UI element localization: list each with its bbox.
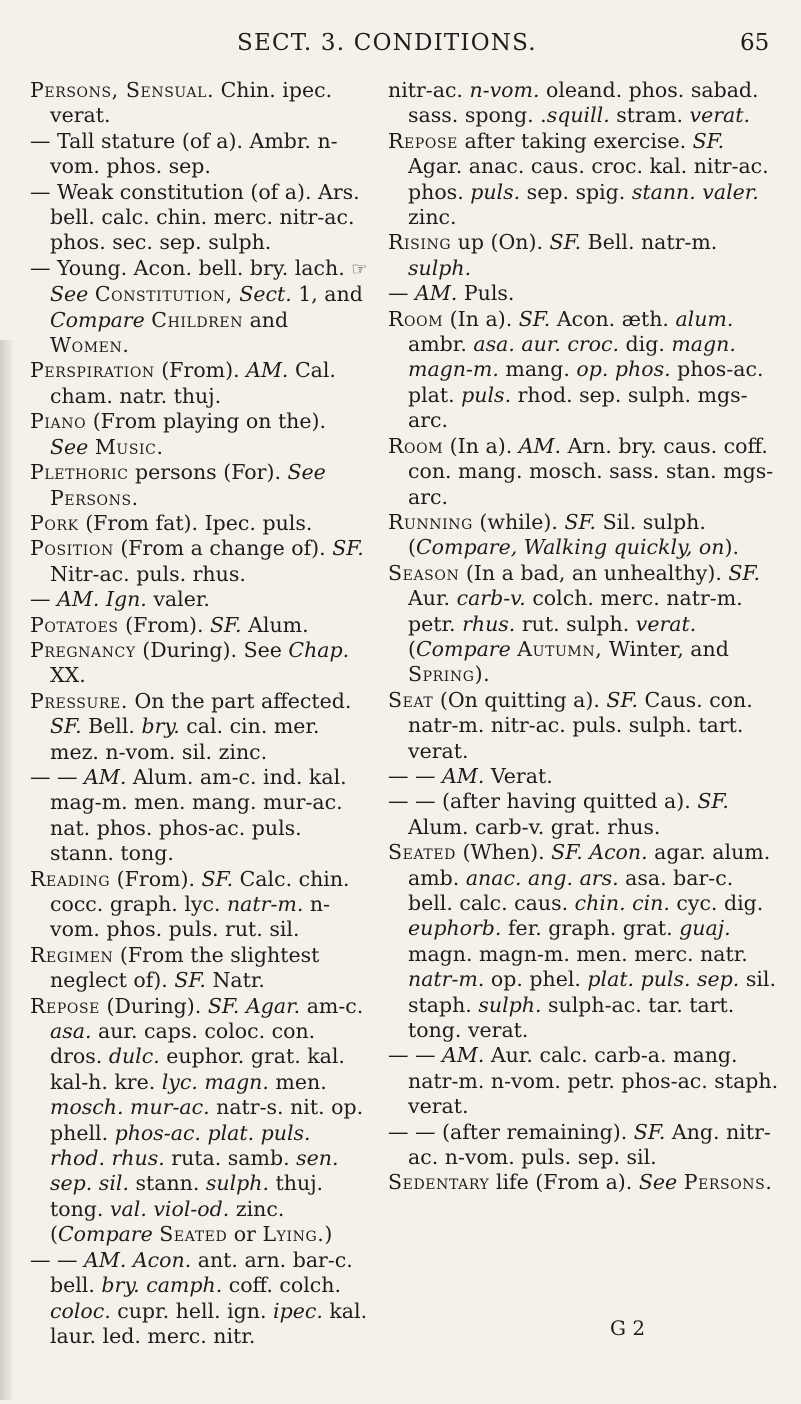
entry-text: plat. puls. sep. bbox=[587, 967, 740, 992]
index-entry bbox=[388, 307, 780, 434]
index-entry bbox=[388, 840, 780, 1043]
entry-text: ant. arn. bar-c. bell. bbox=[50, 1247, 353, 1298]
entry-text: op. phel. bbox=[484, 967, 588, 992]
entry-text: Acon. æth. bbox=[550, 306, 676, 331]
entry-text: Bell. bbox=[81, 714, 142, 739]
entry-text: SF. bbox=[50, 714, 82, 739]
right-column bbox=[388, 78, 780, 1196]
entry-text: rhus. bbox=[462, 611, 516, 636]
entry-text: Pork bbox=[30, 510, 79, 535]
index-entry bbox=[30, 180, 370, 256]
entry-text: AM. bbox=[442, 763, 485, 788]
entry-text: (From). bbox=[118, 612, 210, 637]
entry-text: Ang. nitr-ac. n-vom. puls. sep. sil. bbox=[408, 1119, 771, 1170]
entry-text: Piano bbox=[30, 409, 87, 434]
entry-text: anac. ang. ars. bbox=[465, 865, 619, 890]
entry-text: Seated bbox=[388, 840, 456, 865]
index-entry bbox=[30, 613, 370, 638]
entry-text: Seat bbox=[388, 687, 434, 712]
entry-text: Reading bbox=[30, 866, 111, 891]
entry-text: (In a). bbox=[443, 433, 519, 458]
entry-text: euphor. grat. kal. kal-h. kre. bbox=[50, 1044, 345, 1094]
entry-text: Calc. chin. cocc. graph. lyc. bbox=[50, 866, 350, 916]
left-column bbox=[30, 78, 370, 1349]
entry-text: lyc. magn. bbox=[161, 1069, 269, 1094]
entry-text: persons (For). bbox=[128, 460, 288, 485]
entry-text: asa. bbox=[50, 1019, 92, 1044]
entry-text: Regimen bbox=[30, 942, 114, 967]
entry-text: Sedentary bbox=[388, 1170, 490, 1195]
entry-text: Seated bbox=[159, 1222, 228, 1247]
entry-text: — — bbox=[30, 764, 85, 789]
index-entry bbox=[388, 1170, 780, 1195]
index-entry bbox=[30, 78, 370, 129]
entry-text: (During). bbox=[99, 993, 208, 1018]
entry-text: ruta. samb. bbox=[164, 1146, 297, 1171]
entry-text: — — (after having quitted a). bbox=[388, 789, 698, 814]
index-entry bbox=[388, 1043, 780, 1119]
entry-text: See bbox=[638, 1170, 678, 1195]
entry-text: (From). bbox=[110, 866, 202, 891]
entry-text: (From fat). Ipec. puls. bbox=[78, 510, 313, 535]
pointing-hand-icon: ☞ bbox=[351, 258, 368, 280]
entry-text: Room bbox=[388, 433, 444, 458]
entry-text: Arn. bry. caus. coff. con. mang. mosch. sass. stan. mgs-arc. bbox=[408, 433, 774, 509]
entry-text: (From a change of). bbox=[113, 536, 333, 561]
entry-text: SF. bbox=[332, 536, 364, 561]
entry-text: (On quitting a). bbox=[433, 687, 607, 712]
entry-text: Puls. bbox=[457, 281, 515, 306]
entry-text: SF. bbox=[606, 687, 639, 712]
entry-text: SF. Agar. bbox=[207, 993, 301, 1018]
entry-text: Children bbox=[151, 307, 244, 332]
entry-text: (From). bbox=[154, 358, 247, 383]
entry-text: Compare bbox=[416, 636, 511, 661]
entry-text: Repose bbox=[30, 993, 100, 1018]
page-edge-shadow bbox=[0, 340, 14, 1400]
index-entry bbox=[388, 230, 780, 281]
entry-text: sulph. bbox=[478, 992, 542, 1017]
index-entry bbox=[30, 358, 370, 409]
section-title: SECT. 3. CONDITIONS. bbox=[237, 30, 537, 56]
entry-text: ambr. bbox=[408, 332, 474, 357]
entry-text: (while). bbox=[472, 509, 565, 534]
entry-text: XX. bbox=[50, 663, 86, 688]
entry-text: stram. bbox=[609, 103, 690, 128]
entry-text: guaj. bbox=[679, 916, 731, 941]
entry-text: Natr. bbox=[205, 968, 265, 993]
entry-text: — — bbox=[30, 1247, 85, 1272]
entry-text: after taking exercise. bbox=[457, 128, 693, 153]
index-entry bbox=[30, 994, 370, 1248]
entry-text: On the part affected. bbox=[127, 688, 352, 713]
entry-text: chin. cin. bbox=[574, 891, 670, 915]
index-entry bbox=[388, 789, 780, 840]
entry-text: Compare bbox=[58, 1222, 153, 1247]
entry-text: (From playing on the). bbox=[86, 409, 327, 434]
entry-text: verat. bbox=[689, 103, 751, 128]
entry-text: Repose bbox=[388, 128, 458, 153]
entry-text: — — bbox=[388, 763, 443, 788]
entry-text: (During). See bbox=[135, 637, 289, 662]
entry-text: val. viol-od. bbox=[109, 1196, 230, 1221]
entry-text: SF. bbox=[564, 509, 597, 534]
entry-text: AM. bbox=[84, 764, 127, 789]
entry-text: SF. bbox=[692, 128, 725, 153]
entry-text: Chin. ipec. verat. bbox=[50, 78, 333, 128]
index-entry bbox=[388, 688, 780, 764]
running-header bbox=[0, 30, 801, 64]
entry-text: mang. bbox=[498, 357, 577, 382]
entry-text: Aur. calc. carb-a. mang. natr-m. n-vom. petr. phos-ac. staph. verat. bbox=[408, 1043, 779, 1119]
entry-text: SF. bbox=[209, 612, 242, 637]
entry-text: Chap. bbox=[288, 637, 350, 662]
index-entry bbox=[30, 1248, 370, 1350]
index-entry bbox=[30, 943, 370, 994]
entry-text: ipec. bbox=[273, 1298, 323, 1323]
entry-text: Pregnancy bbox=[30, 637, 136, 662]
entry-text: Sil. sulph. ( bbox=[408, 509, 706, 560]
entry-text: SF. bbox=[697, 789, 729, 814]
entry-text: Cal. cham. natr. thuj. bbox=[50, 358, 336, 408]
entry-text: natr-m. bbox=[408, 967, 485, 992]
entry-text: kal. laur. led. merc. nitr. bbox=[50, 1298, 368, 1348]
entry-text: Perspiration bbox=[30, 358, 155, 383]
entry-text: AM. Ign. bbox=[57, 587, 147, 612]
entry-text: Pressure. bbox=[30, 688, 128, 713]
entry-text: coff. colch. bbox=[222, 1273, 342, 1298]
index-entry bbox=[30, 409, 370, 460]
entry-text: Position bbox=[30, 536, 114, 561]
index-entry bbox=[388, 78, 780, 129]
entry-text: AM. bbox=[442, 1043, 485, 1068]
entry-text: puls. bbox=[461, 382, 512, 407]
index-entry bbox=[30, 129, 370, 180]
entry-text: SF. bbox=[633, 1119, 666, 1144]
entry-text: thuj. tong. bbox=[50, 1171, 324, 1221]
index-entry bbox=[30, 867, 370, 943]
entry-text: sep. spig. bbox=[520, 179, 632, 204]
entry-text: euphorb. bbox=[408, 916, 502, 941]
entry-text: AM. bbox=[246, 358, 289, 383]
index-entry bbox=[388, 281, 780, 306]
entry-text: Alum. bbox=[241, 612, 309, 637]
entry-text: natr-m. bbox=[226, 892, 304, 916]
entry-text: am-c. bbox=[300, 993, 364, 1018]
entry-text: SF. bbox=[728, 560, 760, 585]
entry-text: magn. magn-m. men. merc. natr. bbox=[408, 941, 748, 966]
entry-text: Alum. am-c. ind. kal. mag-m. men. mang. mur-ac. nat. phos. phos-ac. puls. stann. tong. bbox=[50, 764, 347, 866]
entry-text: Constitution, bbox=[94, 282, 233, 307]
entry-text: sulph. bbox=[205, 1171, 270, 1196]
entry-text: squill. bbox=[546, 103, 610, 128]
entry-text: colch. merc. natr-m. petr. bbox=[408, 586, 743, 636]
page-number: 65 bbox=[740, 30, 770, 56]
entry-text: and bbox=[243, 307, 289, 332]
signature-mark: G 2 bbox=[610, 1316, 646, 1340]
entry-text: nitr-ac. bbox=[388, 78, 470, 102]
entry-text: op. phos. bbox=[576, 357, 671, 382]
entry-text: Persons. bbox=[50, 485, 139, 510]
entry-text: Sect. bbox=[239, 282, 292, 307]
entry-text: — — (after remaining). bbox=[388, 1119, 634, 1144]
entry-text: SF. bbox=[201, 866, 234, 891]
entry-text: Persons. bbox=[683, 1170, 773, 1195]
entry-text: Aur. bbox=[408, 586, 457, 611]
entry-text: Women. bbox=[50, 333, 130, 358]
entry-text: oleand. phos. sabad. sass. spong. . bbox=[408, 78, 759, 128]
entry-text: cal. cin. mer. mez. n-vom. sil. zinc. bbox=[50, 714, 320, 764]
entry-text: asa. aur. croc. bbox=[473, 332, 619, 357]
entry-text: (When). bbox=[456, 840, 552, 865]
index-entry bbox=[30, 689, 370, 765]
entry-text: Bell. natr-m. bbox=[581, 230, 718, 255]
entry-text: natr-s. nit. op. phell. bbox=[50, 1095, 364, 1145]
entry-text: up (On). bbox=[451, 230, 550, 255]
index-entry bbox=[30, 511, 370, 536]
entry-text: SF. bbox=[174, 968, 206, 993]
entry-text: ( bbox=[408, 636, 416, 661]
entry-text: dig. bbox=[619, 332, 672, 357]
entry-text: Room bbox=[388, 306, 444, 331]
entry-text: agar. alum. amb. bbox=[408, 840, 771, 890]
entry-text: n-vom. phos. puls. rut. sil. bbox=[50, 892, 330, 942]
entry-text: AM. bbox=[415, 281, 458, 306]
index-entry bbox=[30, 256, 370, 359]
index-entry bbox=[30, 460, 370, 511]
entry-text: Plethoric bbox=[30, 460, 129, 485]
entry-text: sulph. bbox=[408, 255, 472, 280]
entry-text: Compare bbox=[50, 307, 145, 332]
entry-text: aur. caps. coloc. con. dros. bbox=[50, 1019, 316, 1069]
entry-text: asa. bar-c. bell. calc. caus. bbox=[408, 865, 734, 915]
entry-text: n-vom. bbox=[469, 78, 540, 102]
entry-text: Verat. bbox=[484, 763, 553, 788]
entry-text: ). bbox=[724, 535, 739, 560]
entry-text: — bbox=[388, 281, 416, 306]
entry-text: zinc. bbox=[408, 205, 457, 230]
entry-text: Alum. carb-v. grat. rhus. bbox=[408, 814, 661, 839]
entry-text: — Tall stature (of a). Ambr. n-vom. phos. sep. bbox=[30, 128, 338, 179]
entry-text: Nitr-ac. puls. rhus. bbox=[50, 561, 246, 586]
entry-text: bry. camph. bbox=[101, 1273, 223, 1298]
entry-text: See bbox=[287, 460, 326, 485]
entry-text: Caus. con. natr-m. nitr-ac. puls. sulph. tart. verat. bbox=[408, 687, 753, 763]
entry-text: fer. graph. grat. bbox=[501, 916, 680, 941]
entry-text: (In a bad, an unhealthy). bbox=[459, 560, 729, 585]
index-entry bbox=[30, 638, 370, 689]
index-entry bbox=[388, 1120, 780, 1171]
entry-text: Potatoes bbox=[30, 612, 119, 637]
entry-text: phos-ac. plat. puls. rhod. rhus. bbox=[50, 1120, 311, 1171]
entry-text: SF. Acon. bbox=[551, 840, 648, 865]
entry-text: carb-v. bbox=[456, 586, 526, 611]
entry-text: Season bbox=[388, 560, 460, 585]
entry-text: dulc. bbox=[108, 1044, 160, 1069]
entry-text: sulph-ac. tar. tart. tong. verat. bbox=[408, 992, 735, 1043]
entry-text: — bbox=[30, 587, 58, 612]
entry-text: or bbox=[227, 1222, 263, 1247]
entry-text: valer. bbox=[146, 587, 210, 612]
entry-text: stann. bbox=[128, 1171, 206, 1196]
index-entry bbox=[388, 561, 780, 688]
entry-text: AM. bbox=[518, 433, 562, 458]
entry-text: alum. bbox=[675, 306, 734, 331]
entry-text: rut. sulph. bbox=[515, 611, 636, 636]
entry-text: sen. sep. sil. bbox=[50, 1146, 339, 1196]
index-entry bbox=[30, 765, 370, 867]
entry-text: men. bbox=[268, 1069, 327, 1094]
entry-text: Compare, Walking quickly, on bbox=[416, 535, 725, 560]
entry-text: cupr. hell. ign. bbox=[110, 1298, 274, 1323]
index-entry bbox=[30, 587, 370, 612]
entry-text: Rising bbox=[388, 230, 452, 255]
entry-text: bry. bbox=[141, 714, 180, 739]
index-entry bbox=[388, 434, 780, 510]
entry-text: coloc. bbox=[50, 1298, 111, 1323]
entry-text: Persons, Sensual. bbox=[30, 78, 215, 102]
entry-text: rhod. sep. sulph. mgs-arc. bbox=[408, 382, 748, 433]
entry-text: Agar. anac. caus. croc. kal. nitr-ac. phos. bbox=[408, 154, 769, 204]
entry-text: SF. bbox=[518, 306, 551, 331]
entry-text: Spring). bbox=[408, 662, 491, 687]
entry-text: sil. staph. bbox=[408, 967, 776, 1017]
entry-text: mosch. mur-ac. bbox=[50, 1095, 210, 1120]
entry-text: See bbox=[50, 282, 89, 307]
index-entry bbox=[388, 129, 780, 231]
entry-text: Winter, and bbox=[602, 636, 729, 661]
entry-text: — Young. Acon. bell. bry. lach. bbox=[30, 255, 352, 280]
entry-text: magn. magn-m. bbox=[408, 332, 736, 382]
entry-text: zinc. ( bbox=[50, 1196, 285, 1247]
entry-text: Lying.) bbox=[262, 1222, 334, 1247]
entry-text: phos-ac. plat. bbox=[408, 357, 764, 407]
entry-text: cyc. dig. bbox=[669, 891, 764, 915]
entry-text: Autumn, bbox=[517, 636, 603, 661]
entry-text: puls. bbox=[470, 179, 521, 204]
entry-text: — Weak constitution (of a). Ars. bell. calc. chin. merc. nitr-ac. phos. sec. sep. sulph. bbox=[30, 179, 360, 255]
entry-text: (From the slightest neglect of). bbox=[50, 942, 320, 993]
entry-text: SF. bbox=[549, 230, 582, 255]
entry-text: AM. Acon. bbox=[84, 1247, 192, 1272]
index-entry bbox=[388, 764, 780, 789]
entry-text: stann. valer. bbox=[631, 179, 759, 204]
entry-text: — — bbox=[388, 1043, 443, 1068]
entry-text: Running bbox=[388, 509, 473, 534]
entry-text: Music. bbox=[94, 434, 164, 459]
entry-text: (In a). bbox=[443, 306, 519, 331]
entry-text: life (From a). bbox=[489, 1170, 639, 1195]
index-entry bbox=[388, 510, 780, 561]
index-entry bbox=[30, 536, 370, 587]
entry-text: See bbox=[50, 434, 89, 459]
entry-text: verat. bbox=[635, 611, 697, 636]
entry-text: 1, and bbox=[291, 282, 363, 307]
